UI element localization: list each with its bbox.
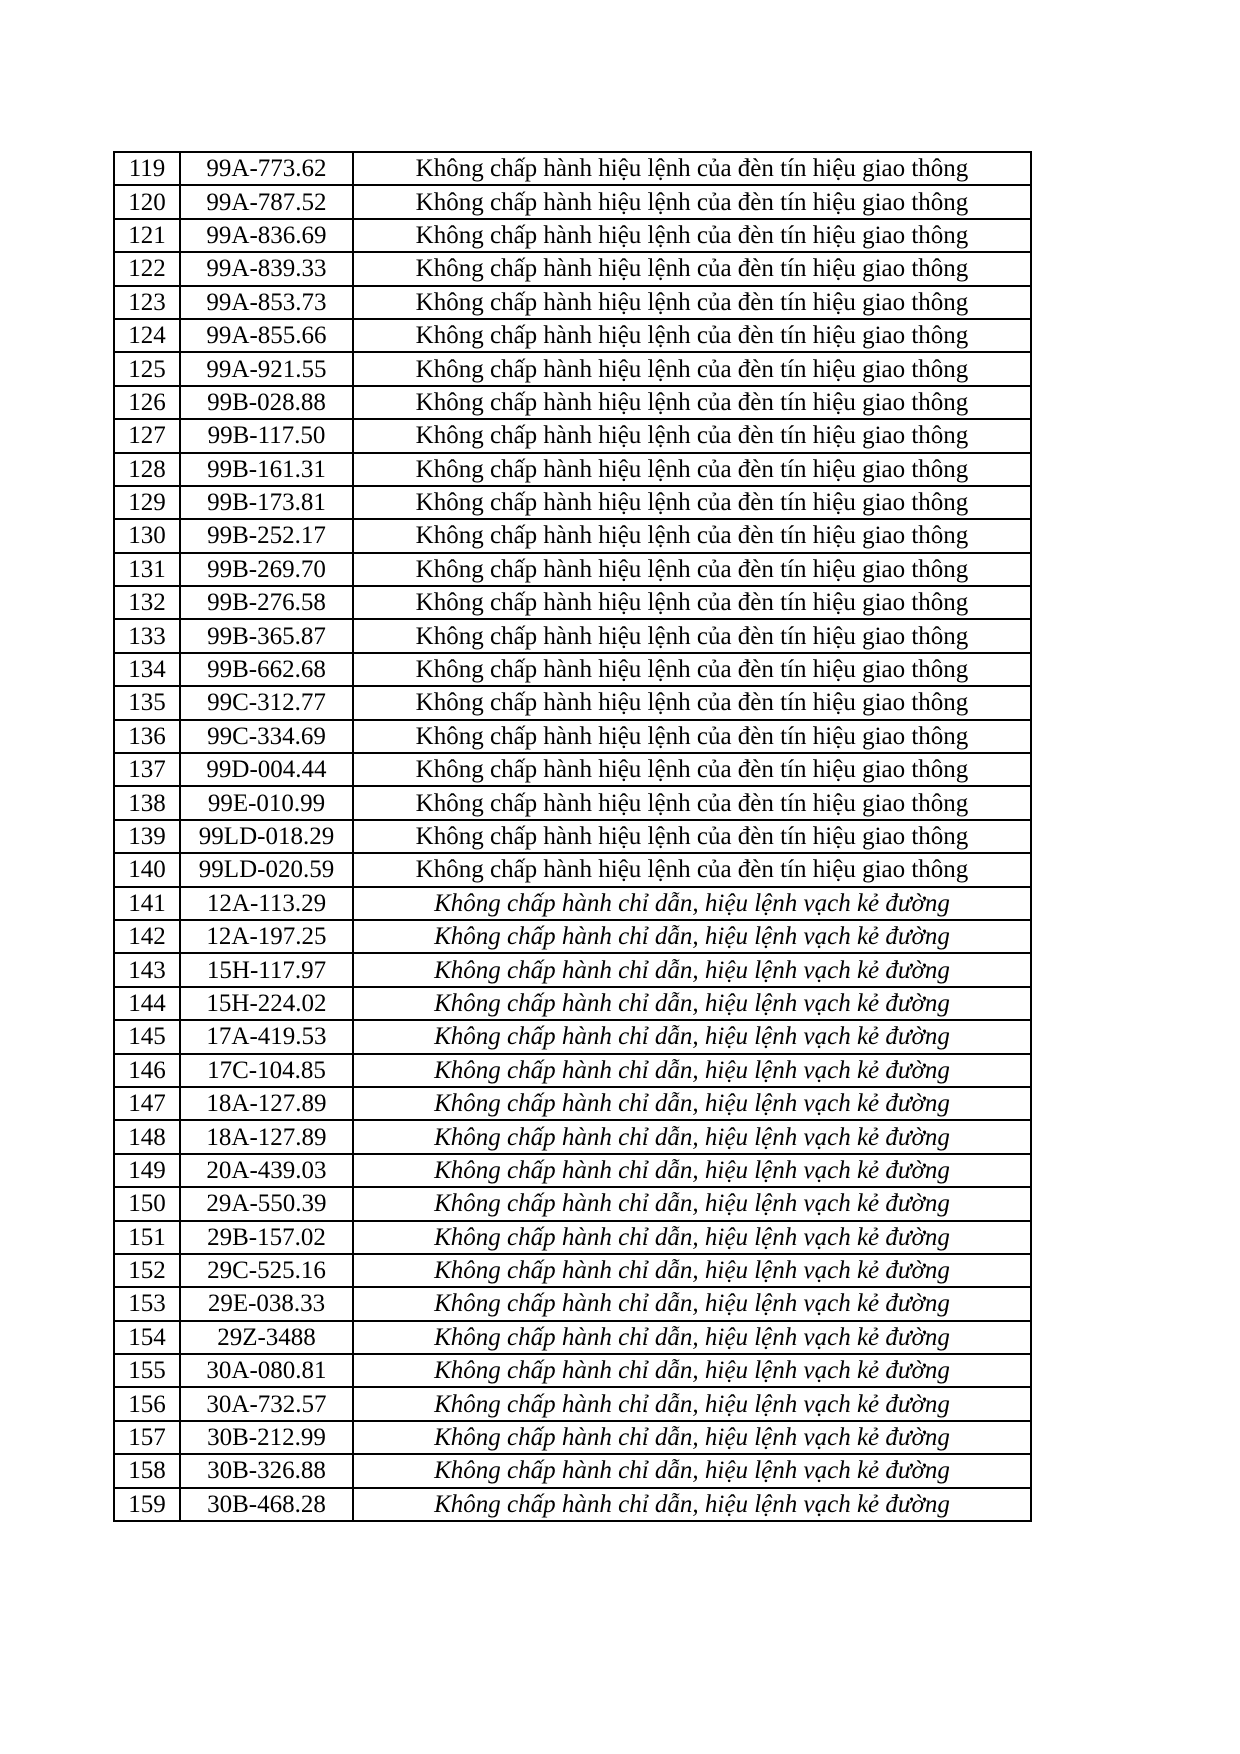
row-number-cell: 140 xyxy=(114,853,180,886)
license-plate-cell: 99A-773.62 xyxy=(180,152,353,185)
license-plate-cell: 99D-004.44 xyxy=(180,753,353,786)
license-plate-cell: 30A-732.57 xyxy=(180,1387,353,1420)
table-row xyxy=(114,1254,1031,1287)
violation-cell: Không chấp hành chỉ dẫn, hiệu lệnh vạch kẻ đường xyxy=(353,1187,1031,1220)
violation-cell: Không chấp hành chỉ dẫn, hiệu lệnh vạch kẻ đường xyxy=(353,1354,1031,1387)
violation-cell: Không chấp hành chỉ dẫn, hiệu lệnh vạch kẻ đường xyxy=(353,953,1031,986)
violation-cell: Không chấp hành chỉ dẫn, hiệu lệnh vạch kẻ đường xyxy=(353,1321,1031,1354)
violation-cell: Không chấp hành chỉ dẫn, hiệu lệnh vạch kẻ đường xyxy=(353,920,1031,953)
violation-cell: Không chấp hành hiệu lệnh của đèn tín hiệu giao thông xyxy=(353,786,1031,819)
license-plate-cell: 99E-010.99 xyxy=(180,786,353,819)
violation-cell: Không chấp hành hiệu lệnh của đèn tín hiệu giao thông xyxy=(353,386,1031,419)
row-number-cell: 152 xyxy=(114,1254,180,1287)
violation-cell: Không chấp hành hiệu lệnh của đèn tín hiệu giao thông xyxy=(353,319,1031,352)
violation-cell: Không chấp hành chỉ dẫn, hiệu lệnh vạch kẻ đường xyxy=(353,1488,1031,1521)
row-number-cell: 143 xyxy=(114,953,180,986)
row-number-cell: 135 xyxy=(114,686,180,719)
table-row xyxy=(114,1321,1031,1354)
row-number-cell: 148 xyxy=(114,1120,180,1153)
license-plate-cell: 99B-276.58 xyxy=(180,586,353,619)
row-number-cell: 149 xyxy=(114,1154,180,1187)
row-number-cell: 120 xyxy=(114,185,180,218)
row-number-cell: 123 xyxy=(114,286,180,319)
table-row xyxy=(114,553,1031,586)
violation-cell: Không chấp hành chỉ dẫn, hiệu lệnh vạch kẻ đường xyxy=(353,1054,1031,1087)
table-row xyxy=(114,853,1031,886)
table-row xyxy=(114,1087,1031,1120)
violation-cell: Không chấp hành hiệu lệnh của đèn tín hiệu giao thông xyxy=(353,185,1031,218)
row-number-cell: 141 xyxy=(114,887,180,920)
violation-cell: Không chấp hành chỉ dẫn, hiệu lệnh vạch kẻ đường xyxy=(353,1287,1031,1320)
row-number-cell: 142 xyxy=(114,920,180,953)
license-plate-cell: 99A-921.55 xyxy=(180,352,353,385)
license-plate-cell: 99A-787.52 xyxy=(180,185,353,218)
row-number-cell: 125 xyxy=(114,352,180,385)
row-number-cell: 153 xyxy=(114,1287,180,1320)
row-number-cell: 151 xyxy=(114,1221,180,1254)
violation-cell: Không chấp hành chỉ dẫn, hiệu lệnh vạch kẻ đường xyxy=(353,1087,1031,1120)
license-plate-cell: 30A-080.81 xyxy=(180,1354,353,1387)
table-row xyxy=(114,352,1031,385)
table-row xyxy=(114,219,1031,252)
license-plate-cell: 29C-525.16 xyxy=(180,1254,353,1287)
license-plate-cell: 30B-468.28 xyxy=(180,1488,353,1521)
row-number-cell: 122 xyxy=(114,252,180,285)
table-row xyxy=(114,519,1031,552)
row-number-cell: 119 xyxy=(114,152,180,185)
violation-cell: Không chấp hành hiệu lệnh của đèn tín hiệu giao thông xyxy=(353,352,1031,385)
row-number-cell: 127 xyxy=(114,419,180,452)
license-plate-cell: 29E-038.33 xyxy=(180,1287,353,1320)
violation-cell: Không chấp hành hiệu lệnh của đèn tín hiệu giao thông xyxy=(353,820,1031,853)
violation-cell: Không chấp hành chỉ dẫn, hiệu lệnh vạch kẻ đường xyxy=(353,1421,1031,1454)
violation-cell: Không chấp hành hiệu lệnh của đèn tín hiệu giao thông xyxy=(353,286,1031,319)
violation-cell: Không chấp hành chỉ dẫn, hiệu lệnh vạch kẻ đường xyxy=(353,987,1031,1020)
license-plate-cell: 99B-269.70 xyxy=(180,553,353,586)
license-plate-cell: 99B-028.88 xyxy=(180,386,353,419)
license-plate-cell: 99B-252.17 xyxy=(180,519,353,552)
row-number-cell: 121 xyxy=(114,219,180,252)
row-number-cell: 158 xyxy=(114,1454,180,1487)
license-plate-cell: 99B-662.68 xyxy=(180,653,353,686)
row-number-cell: 129 xyxy=(114,486,180,519)
row-number-cell: 144 xyxy=(114,987,180,1020)
license-plate-cell: 29A-550.39 xyxy=(180,1187,353,1220)
table-row xyxy=(114,1187,1031,1220)
row-number-cell: 138 xyxy=(114,786,180,819)
license-plate-cell: 30B-212.99 xyxy=(180,1421,353,1454)
violation-cell: Không chấp hành hiệu lệnh của đèn tín hiệu giao thông xyxy=(353,219,1031,252)
license-plate-cell: 99B-173.81 xyxy=(180,486,353,519)
row-number-cell: 131 xyxy=(114,553,180,586)
violation-cell: Không chấp hành hiệu lệnh của đèn tín hiệu giao thông xyxy=(353,853,1031,886)
violation-cell: Không chấp hành hiệu lệnh của đèn tín hiệu giao thông xyxy=(353,519,1031,552)
license-plate-cell: 99LD-020.59 xyxy=(180,853,353,886)
violation-cell: Không chấp hành chỉ dẫn, hiệu lệnh vạch kẻ đường xyxy=(353,887,1031,920)
license-plate-cell: 30B-326.88 xyxy=(180,1454,353,1487)
table-row xyxy=(114,1054,1031,1087)
table-row xyxy=(114,686,1031,719)
violation-cell: Không chấp hành hiệu lệnh của đèn tín hiệu giao thông xyxy=(353,753,1031,786)
table-row xyxy=(114,786,1031,819)
violation-cell: Không chấp hành hiệu lệnh của đèn tín hiệu giao thông xyxy=(353,252,1031,285)
table-row xyxy=(114,953,1031,986)
table-row xyxy=(114,1488,1031,1521)
table-row xyxy=(114,1221,1031,1254)
table-row xyxy=(114,252,1031,285)
row-number-cell: 147 xyxy=(114,1087,180,1120)
violation-cell: Không chấp hành hiệu lệnh của đèn tín hiệu giao thông xyxy=(353,553,1031,586)
table-row xyxy=(114,152,1031,185)
violation-cell: Không chấp hành hiệu lệnh của đèn tín hiệu giao thông xyxy=(353,152,1031,185)
license-plate-cell: 18A-127.89 xyxy=(180,1120,353,1153)
table-row xyxy=(114,1020,1031,1053)
table-row xyxy=(114,887,1031,920)
row-number-cell: 124 xyxy=(114,319,180,352)
row-number-cell: 126 xyxy=(114,386,180,419)
violation-cell: Không chấp hành hiệu lệnh của đèn tín hiệu giao thông xyxy=(353,619,1031,652)
violation-cell: Không chấp hành chỉ dẫn, hiệu lệnh vạch kẻ đường xyxy=(353,1221,1031,1254)
row-number-cell: 154 xyxy=(114,1321,180,1354)
row-number-cell: 132 xyxy=(114,586,180,619)
table-row xyxy=(114,987,1031,1020)
license-plate-cell: 17A-419.53 xyxy=(180,1020,353,1053)
table-row xyxy=(114,1354,1031,1387)
violations-table xyxy=(113,151,1032,1522)
table-row xyxy=(114,419,1031,452)
license-plate-cell: 99B-365.87 xyxy=(180,619,353,652)
table-row xyxy=(114,586,1031,619)
table-row xyxy=(114,753,1031,786)
violation-cell: Không chấp hành chỉ dẫn, hiệu lệnh vạch kẻ đường xyxy=(353,1120,1031,1153)
violation-cell: Không chấp hành hiệu lệnh của đèn tín hiệu giao thông xyxy=(353,720,1031,753)
violation-cell: Không chấp hành chỉ dẫn, hiệu lệnh vạch kẻ đường xyxy=(353,1154,1031,1187)
violations-table-body xyxy=(114,152,1031,1521)
violation-cell: Không chấp hành hiệu lệnh của đèn tín hiệu giao thông xyxy=(353,453,1031,486)
table-row xyxy=(114,619,1031,652)
license-plate-cell: 99A-839.33 xyxy=(180,252,353,285)
table-row xyxy=(114,453,1031,486)
row-number-cell: 128 xyxy=(114,453,180,486)
row-number-cell: 130 xyxy=(114,519,180,552)
row-number-cell: 155 xyxy=(114,1354,180,1387)
license-plate-cell: 18A-127.89 xyxy=(180,1087,353,1120)
row-number-cell: 136 xyxy=(114,720,180,753)
row-number-cell: 139 xyxy=(114,820,180,853)
license-plate-cell: 99A-836.69 xyxy=(180,219,353,252)
row-number-cell: 157 xyxy=(114,1421,180,1454)
row-number-cell: 146 xyxy=(114,1054,180,1087)
violation-cell: Không chấp hành chỉ dẫn, hiệu lệnh vạch kẻ đường xyxy=(353,1454,1031,1487)
license-plate-cell: 29B-157.02 xyxy=(180,1221,353,1254)
row-number-cell: 145 xyxy=(114,1020,180,1053)
table-row xyxy=(114,920,1031,953)
violation-cell: Không chấp hành hiệu lệnh của đèn tín hiệu giao thông xyxy=(353,686,1031,719)
violation-cell: Không chấp hành hiệu lệnh của đèn tín hiệu giao thông xyxy=(353,653,1031,686)
license-plate-cell: 99C-334.69 xyxy=(180,720,353,753)
license-plate-cell: 17C-104.85 xyxy=(180,1054,353,1087)
table-row xyxy=(114,185,1031,218)
license-plate-cell: 99LD-018.29 xyxy=(180,820,353,853)
violation-cell: Không chấp hành hiệu lệnh của đèn tín hiệu giao thông xyxy=(353,586,1031,619)
violation-cell: Không chấp hành chỉ dẫn, hiệu lệnh vạch kẻ đường xyxy=(353,1020,1031,1053)
license-plate-cell: 29Z-3488 xyxy=(180,1321,353,1354)
table-row xyxy=(114,1154,1031,1187)
license-plate-cell: 99B-161.31 xyxy=(180,453,353,486)
row-number-cell: 133 xyxy=(114,619,180,652)
row-number-cell: 159 xyxy=(114,1488,180,1521)
row-number-cell: 156 xyxy=(114,1387,180,1420)
table-row xyxy=(114,386,1031,419)
table-row xyxy=(114,1120,1031,1153)
table-row xyxy=(114,286,1031,319)
license-plate-cell: 15H-117.97 xyxy=(180,953,353,986)
row-number-cell: 137 xyxy=(114,753,180,786)
row-number-cell: 134 xyxy=(114,653,180,686)
license-plate-cell: 20A-439.03 xyxy=(180,1154,353,1187)
row-number-cell: 150 xyxy=(114,1187,180,1220)
table-row xyxy=(114,1287,1031,1320)
table-row xyxy=(114,720,1031,753)
table-row xyxy=(114,319,1031,352)
license-plate-cell: 99C-312.77 xyxy=(180,686,353,719)
violation-cell: Không chấp hành chỉ dẫn, hiệu lệnh vạch kẻ đường xyxy=(353,1254,1031,1287)
table-row xyxy=(114,820,1031,853)
license-plate-cell: 99A-853.73 xyxy=(180,286,353,319)
violation-cell: Không chấp hành hiệu lệnh của đèn tín hiệu giao thông xyxy=(353,486,1031,519)
violation-cell: Không chấp hành chỉ dẫn, hiệu lệnh vạch kẻ đường xyxy=(353,1387,1031,1420)
license-plate-cell: 99A-855.66 xyxy=(180,319,353,352)
table-row xyxy=(114,1421,1031,1454)
license-plate-cell: 12A-113.29 xyxy=(180,887,353,920)
table-row xyxy=(114,486,1031,519)
table-row xyxy=(114,653,1031,686)
license-plate-cell: 12A-197.25 xyxy=(180,920,353,953)
table-row xyxy=(114,1387,1031,1420)
table-row xyxy=(114,1454,1031,1487)
violation-cell: Không chấp hành hiệu lệnh của đèn tín hiệu giao thông xyxy=(353,419,1031,452)
license-plate-cell: 99B-117.50 xyxy=(180,419,353,452)
license-plate-cell: 15H-224.02 xyxy=(180,987,353,1020)
